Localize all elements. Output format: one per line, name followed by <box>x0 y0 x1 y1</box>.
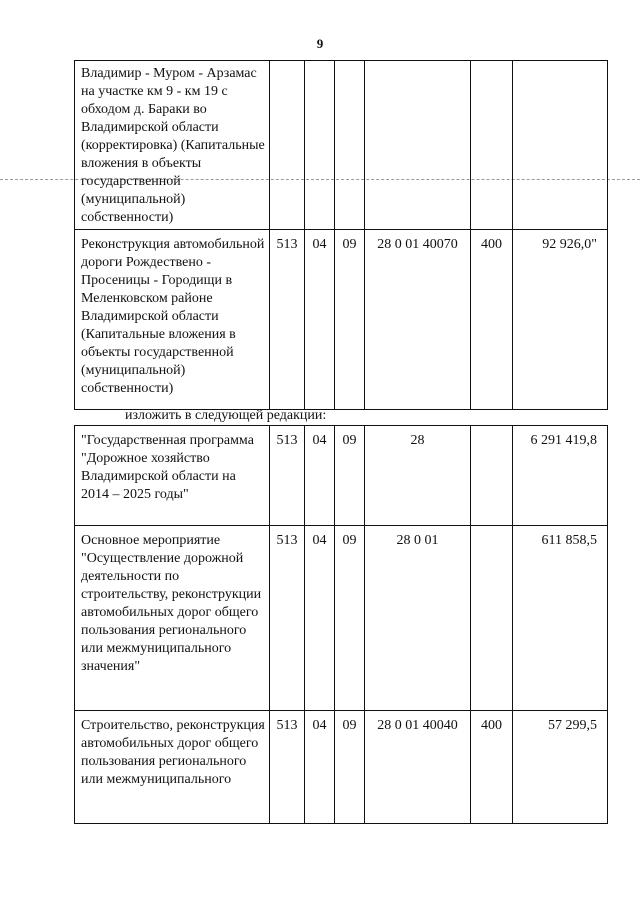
csr-code-cell <box>365 61 471 230</box>
table-row <box>75 230 608 410</box>
pr-code-cell: 09 <box>335 230 365 410</box>
sum-cell: 611 858,5 <box>513 526 608 711</box>
rz-code-cell: 04 <box>305 426 335 526</box>
gr-code-cell: 513 <box>270 711 305 824</box>
vr-code-cell: 400 <box>471 230 513 410</box>
pr-code-cell: 09 <box>335 426 365 526</box>
csr-code-cell: 28 0 01 40040 <box>365 711 471 824</box>
page-number: 9 <box>316 36 324 51</box>
rz-code-cell: 04 <box>305 230 335 410</box>
budget-table-bottom <box>74 425 608 824</box>
sum-cell: 57 299,5 <box>513 711 608 824</box>
pr-code-cell: 09 <box>335 526 365 711</box>
vr-code-cell <box>471 426 513 526</box>
gr-code-cell: 513 <box>270 230 305 410</box>
rz-code-cell <box>305 61 335 230</box>
pr-code-cell: 09 <box>335 711 365 824</box>
table-row <box>75 426 608 526</box>
row-name-cell: "Государственная программа "Дорожное хозяйство Владимирской области на 2014 – 2025 годы" <box>75 426 270 526</box>
budget-table-top <box>74 60 608 410</box>
table-row <box>75 711 608 824</box>
pr-code-cell <box>335 61 365 230</box>
row-name-cell: Основное мероприятие "Осуществление дорожной деятельности по строительству, реконструкции автомобильных дорог общего пользования регионального или межмуниципального значения" <box>75 526 270 711</box>
sum-cell: 92 926,0" <box>513 230 608 410</box>
row-name-cell: Владимир - Муром - Арзамас на участке км 9 - км 19 с обходом д. Бараки во Владимирской области (корректировка) (Капитальные вложения в объекты государственной (муниципальной) собственности) <box>75 61 270 230</box>
table-row <box>75 526 608 711</box>
row-name-cell: Реконструкция автомобильной дороги Рождествено - Просеницы - Городищи в Меленковском районе Владимирской области (Капитальные вложения в объекты государственной (муниципальной) собственности) <box>75 230 270 410</box>
sum-cell: 6 291 419,8 <box>513 426 608 526</box>
intro-text: изложить в следующей редакции: <box>125 408 327 423</box>
sum-cell <box>513 61 608 230</box>
rz-code-cell: 04 <box>305 711 335 824</box>
vr-code-cell <box>471 526 513 711</box>
table-row <box>75 61 608 230</box>
vr-code-cell: 400 <box>471 711 513 824</box>
csr-code-cell: 28 0 01 40070 <box>365 230 471 410</box>
gr-code-cell <box>270 61 305 230</box>
csr-code-cell: 28 0 01 <box>365 526 471 711</box>
vr-code-cell <box>471 61 513 230</box>
gr-code-cell: 513 <box>270 526 305 711</box>
row-name-cell: Строительство, реконструкция автомобильных дорог общего пользования регионального или межмуниципального <box>75 711 270 824</box>
gr-code-cell: 513 <box>270 426 305 526</box>
csr-code-cell: 28 <box>365 426 471 526</box>
rz-code-cell: 04 <box>305 526 335 711</box>
